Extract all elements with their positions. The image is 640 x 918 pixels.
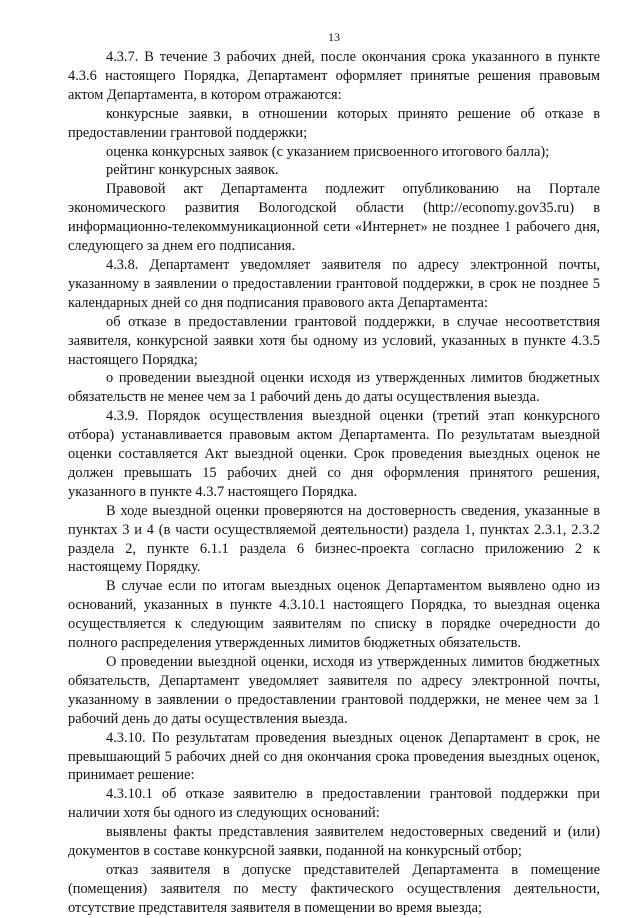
paragraph-onsite-queue: В случае если по итогам выездных оценок Департаментом выявлено одно из оснований, указанных в пункте 4.3.10.1 настоящего Порядка, то выездная оценка осуществляется к следующим заявителям по списку в порядке очередности до полного распределения утвержденных лимитов бюджетных обязательств. bbox=[68, 578, 600, 652]
paragraph-4-3-7: 4.3.7. В течение 3 рабочих дней, после окончания срока указанного в пункте 4.3.6 настоящего Порядка, Департамент оформляет принятые решения правовым актом Департамента, в котором отражаются: bbox=[68, 49, 600, 103]
paragraph-refusal-notice: об отказе в предоставлении грантовой поддержки, в случае несоответствия заявителя, конкурсной заявки хотя бы одному из условий, указанных в пункте 4.3.5 настоящего Порядка; bbox=[68, 313, 600, 368]
paragraph-rejected-applications: конкурсные заявки, в отношении которых принято решение об отказе в предоставлении грантовой поддержки; bbox=[68, 105, 600, 141]
paragraph-4-3-8: 4.3.8. Департамент уведомляет заявителя по адресу электронной почты, указанному в заявлении о предоставлении грантовой поддержки, в срок не позднее 5 календарных дней со дня подписания правового акта Департамента: bbox=[68, 256, 600, 311]
paragraph-access-refusal: отказ заявителя в допуске представителей Департамента в помещение (помещения) заявителя по месту фактического осуществления деятельности, отсутствие представителя заявителя в помещении во время выезда; bbox=[68, 861, 600, 916]
paragraph-onsite-notice: о проведении выездной оценки исходя из утвержденных лимитов бюджетных обязательств не менее чем за 1 рабочий день до даты осуществления выезда. bbox=[68, 370, 600, 406]
paragraph-onsite-verification: В ходе выездной оценки проверяются на достоверность сведения, указанные в пунктах 3 и 4 (в части осуществляемой деятельности) раздела 1, пунктах 2.3.1, 2.3.2 раздела 2, пункте 6.1.1 раздела 6 бизнес-проекта согласно приложению 2 к настоящему Порядку. bbox=[68, 502, 600, 576]
paragraph-application-evaluation: оценка конкурсных заявок (с указанием присвоенного итогового балла); bbox=[106, 143, 550, 160]
paragraph-application-rating: рейтинг конкурсных заявок. bbox=[106, 162, 279, 179]
paragraph-onsite-email-notice: О проведении выездной оценки, исходя из утвержденных лимитов бюджетных обязательств, Департамент уведомляет заявителя по адресу электронной почты, указанному в заявлении о предоставлении грантовой поддержки, не менее чем за 1 рабочий день до даты осуществления выезда. bbox=[68, 654, 600, 727]
paragraph-4-3-10: 4.3.10. По результатам проведения выездных оценок Департамент в срок, не превышающий 5 рабочих дней со дня окончания срока проведения выездных оценок, принимает решение: bbox=[68, 729, 600, 784]
paragraph-4-3-10-1: 4.3.10.1 об отказе заявителю в предоставлении грантовой поддержки при наличии хотя бы одного из следующих оснований: bbox=[68, 786, 600, 822]
document-page bbox=[68, 30, 600, 918]
paragraph-4-3-9: 4.3.9. Порядок осуществления выездной оценки (третий этап конкурсного отбора) устанавливается правовым актом Департамента. По результатам выездной оценки составляется Акт выездной оценки. Срок проведения выездных оценок не должен превышать 15 рабочих дней со дня оформления принятого решения, указанного в пункте 4.3.7 настоящего Порядка. bbox=[68, 408, 600, 500]
paragraph-false-information: выявлены факты представления заявителем недостоверных сведений и (или) документов в составе конкурсной заявки, поданной на конкурсный отбор; bbox=[68, 824, 600, 860]
page-number: 13 bbox=[328, 30, 340, 44]
paragraph-publication: Правовой акт Департамента подлежит опубликованию на Портале экономического развития Вологодской области (http://economy.gov35.ru) в информационно-телекоммуникационной сети «Интернет» не позднее 1 рабочего дня, следующего за днем его подписания. bbox=[68, 181, 600, 255]
